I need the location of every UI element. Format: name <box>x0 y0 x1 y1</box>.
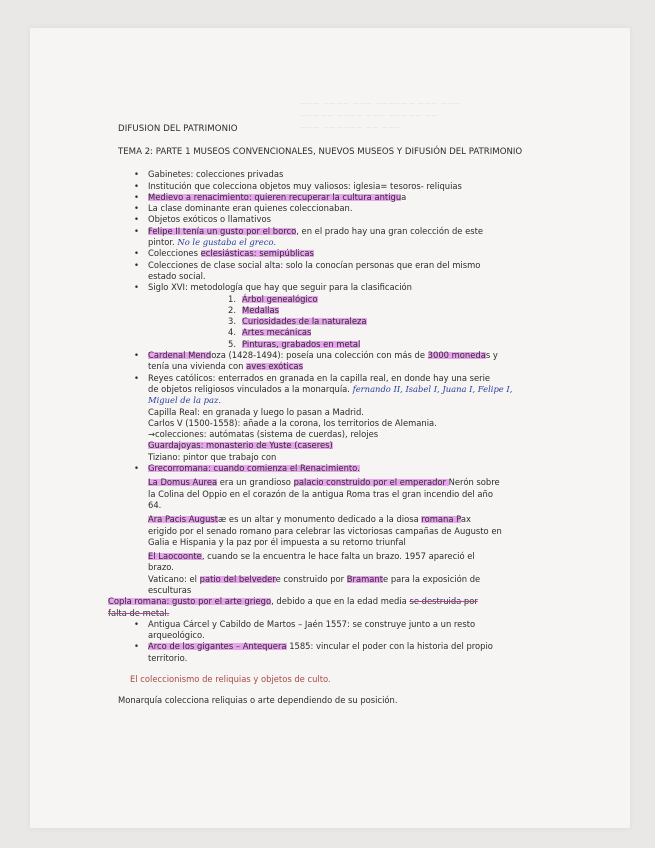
highlight: patio del belveder <box>199 573 276 584</box>
list-item: • Felipe II tenía un gusto por el borco, en el prado hay una gran colección de este pintor. No le gustaba el greco. <box>118 226 528 249</box>
handwritten-note: No le gustaba el greco. <box>177 237 276 248</box>
highlight: romana P <box>421 514 461 525</box>
numbered-list <box>148 294 528 350</box>
list-item: • Reyes católicos: enterrados en granada en la capilla real, en donde hay una serie de objetos religiosos vinculados a la monarquía. fernando II, Isabel I, Juana I, Felipe I, Miguel de la paz. Capilla Real: en granada y luego lo pasan a Madrid. Carlos V (1500-1558): añade a la corona, los territorios de Alemania. →colecciones: autómatas (sistema de cuerdas), relojes Guardajoyas: monasterio de Yuste (caseres) Tiziano: pintor que trabajo con <box>118 373 528 463</box>
list-item: • Colecciones de clase social alta: solo la conocían personas que eran del mismo estado social. <box>118 260 528 283</box>
list-item: • Institución que colecciona objetos muy valiosos: iglesia= tesoros- reliquias <box>118 181 528 192</box>
handwritten-note: fernando II, Isabel I, Juana I, Felipe I, Miguel de la paz. <box>148 383 513 406</box>
highlight: Curiosidades de la naturaleza <box>242 316 367 327</box>
highlight: Copla romana: gusto por el arte griego <box>108 596 272 607</box>
document-body <box>108 124 528 707</box>
document-title: DIFUSION DEL PATRIMONIO <box>118 124 238 134</box>
highlight: Pinturas, grabados en metal <box>242 338 361 349</box>
highlight: Grecorromana: cuando comienza el Renacimiento. <box>148 463 360 474</box>
highlight: Felipe II tenía un gusto por el borco <box>148 225 297 236</box>
numbered-item: 5. Pinturas, grabados en metal <box>228 338 361 349</box>
highlight: Medallas <box>242 304 279 315</box>
closing-paragraph: Monarquía colecciona reliquias o arte dependiendo de su posición. <box>118 695 398 706</box>
highlight: Medievo a renacimiento: quieren recuperar la cultura antigu <box>148 191 402 202</box>
highlight: La Domus Aurea <box>148 477 218 488</box>
strikethrough-text: se destruida por <box>409 596 478 607</box>
list-item: • Medievo a renacimiento: quieren recuperar la cultura antigua <box>118 192 528 203</box>
section-heading: El coleccionismo de reliquias y objetos de culto. <box>130 674 331 685</box>
numbered-item: 1. Árbol genealógico <box>228 293 318 304</box>
main-list <box>118 169 528 596</box>
highlight: eclesiásticas: semipúblicas <box>200 248 314 259</box>
highlight: 3000 moneda <box>427 350 486 361</box>
numbered-item: 3. Curiosidades de la naturaleza <box>228 316 367 327</box>
list-item: • Colecciones eclesiásticas: semipúblicas <box>118 248 528 259</box>
highlight: Artes mecánicas <box>242 327 312 338</box>
document-subtitle: TEMA 2: PARTE 1 MUSEOS CONVENCIONALES, NUEVOS MUSEOS Y DIFUSIÓN DEL PATRIMONIO <box>118 147 523 158</box>
highlight: Bramant <box>346 573 383 584</box>
highlight: El Laocoonte <box>148 551 202 562</box>
list-item: • La clase dominante eran quienes coleccionaban. <box>118 203 528 214</box>
list-item: • Objetos exóticos o llamativos <box>118 214 528 225</box>
highlight: Cardenal Mend <box>148 350 212 361</box>
list-item: • Cardenal Mendoza (1428-1494): poseía una colección con más de 3000 monedas y tenía una vivienda con aves exóticas <box>118 350 528 373</box>
bleed-through-text: ~~~ ~~~~ ~~~ ~~~~~~ ~~~ ~~~ ~~~~~ ~~~~ ~~~ ~~~~~ ~~ ~~~ ~~~~~~ ~~ ~~~ <box>300 99 461 132</box>
scanned-page <box>30 28 630 828</box>
numbered-item: 4. Artes mecánicas <box>228 327 312 338</box>
highlight: Guardajoyas: monasterio de Yuste (caseres) <box>148 440 333 451</box>
list-item: • Siglo XVI: metodología que hay que seguir para la clasificación 1. Árbol genealógico 2. Medallas 3. Curiosidades de la naturaleza 4. Artes mecánicas 5. Pinturas, grabados en metal <box>118 282 528 350</box>
sub-list <box>118 619 528 664</box>
list-item: • Gabinetes: colecciones privadas <box>118 169 528 180</box>
copla-romana-line: Copla romana: gusto por el arte griego, debido a que en la edad media se destruida por falta de metal. <box>108 596 478 618</box>
numbered-item: 2. Medallas <box>228 304 279 315</box>
list-item: • Antigua Cárcel y Cabildo de Martos – Jaén 1557: se construye junto a un resto arqueológico. <box>118 619 528 642</box>
highlight: palacio construido por el emperador <box>293 477 449 488</box>
list-item: • Arco de los gigantes – Antequera 1585: vincular el poder con la historia del propio territorio. <box>118 641 528 664</box>
strikethrough-text: falta de metal. <box>108 607 170 618</box>
highlight: Ara Pacis August <box>148 514 219 525</box>
highlight: Árbol genealógico <box>242 293 318 304</box>
highlight: Arco de los gigantes – Antequera <box>148 641 287 652</box>
list-item: • Grecorromana: cuando comienza el Renacimiento. La Domus Aurea era un grandioso palacio construido por el emperador Nerón sobre la Colina del Oppio en el corazón de la antigua Roma tras el gran incendio del año 64. Ara Pacis Augustæ es un altar y monumento dedicado a la diosa romana Pax erigido por el senado romano para celebrar las victoriosas campañas de Augusto en Galia e Hispania y la paz por él impuesta a su retorno triunfal El Laocoonte, cuando se la encuentra le hace falta un brazo. 1957 apareció el brazo. Vaticano: el patio del belvedere construido por Bramante para la exposición de esculturas <box>118 463 528 596</box>
highlight: aves exóticas <box>246 361 303 372</box>
